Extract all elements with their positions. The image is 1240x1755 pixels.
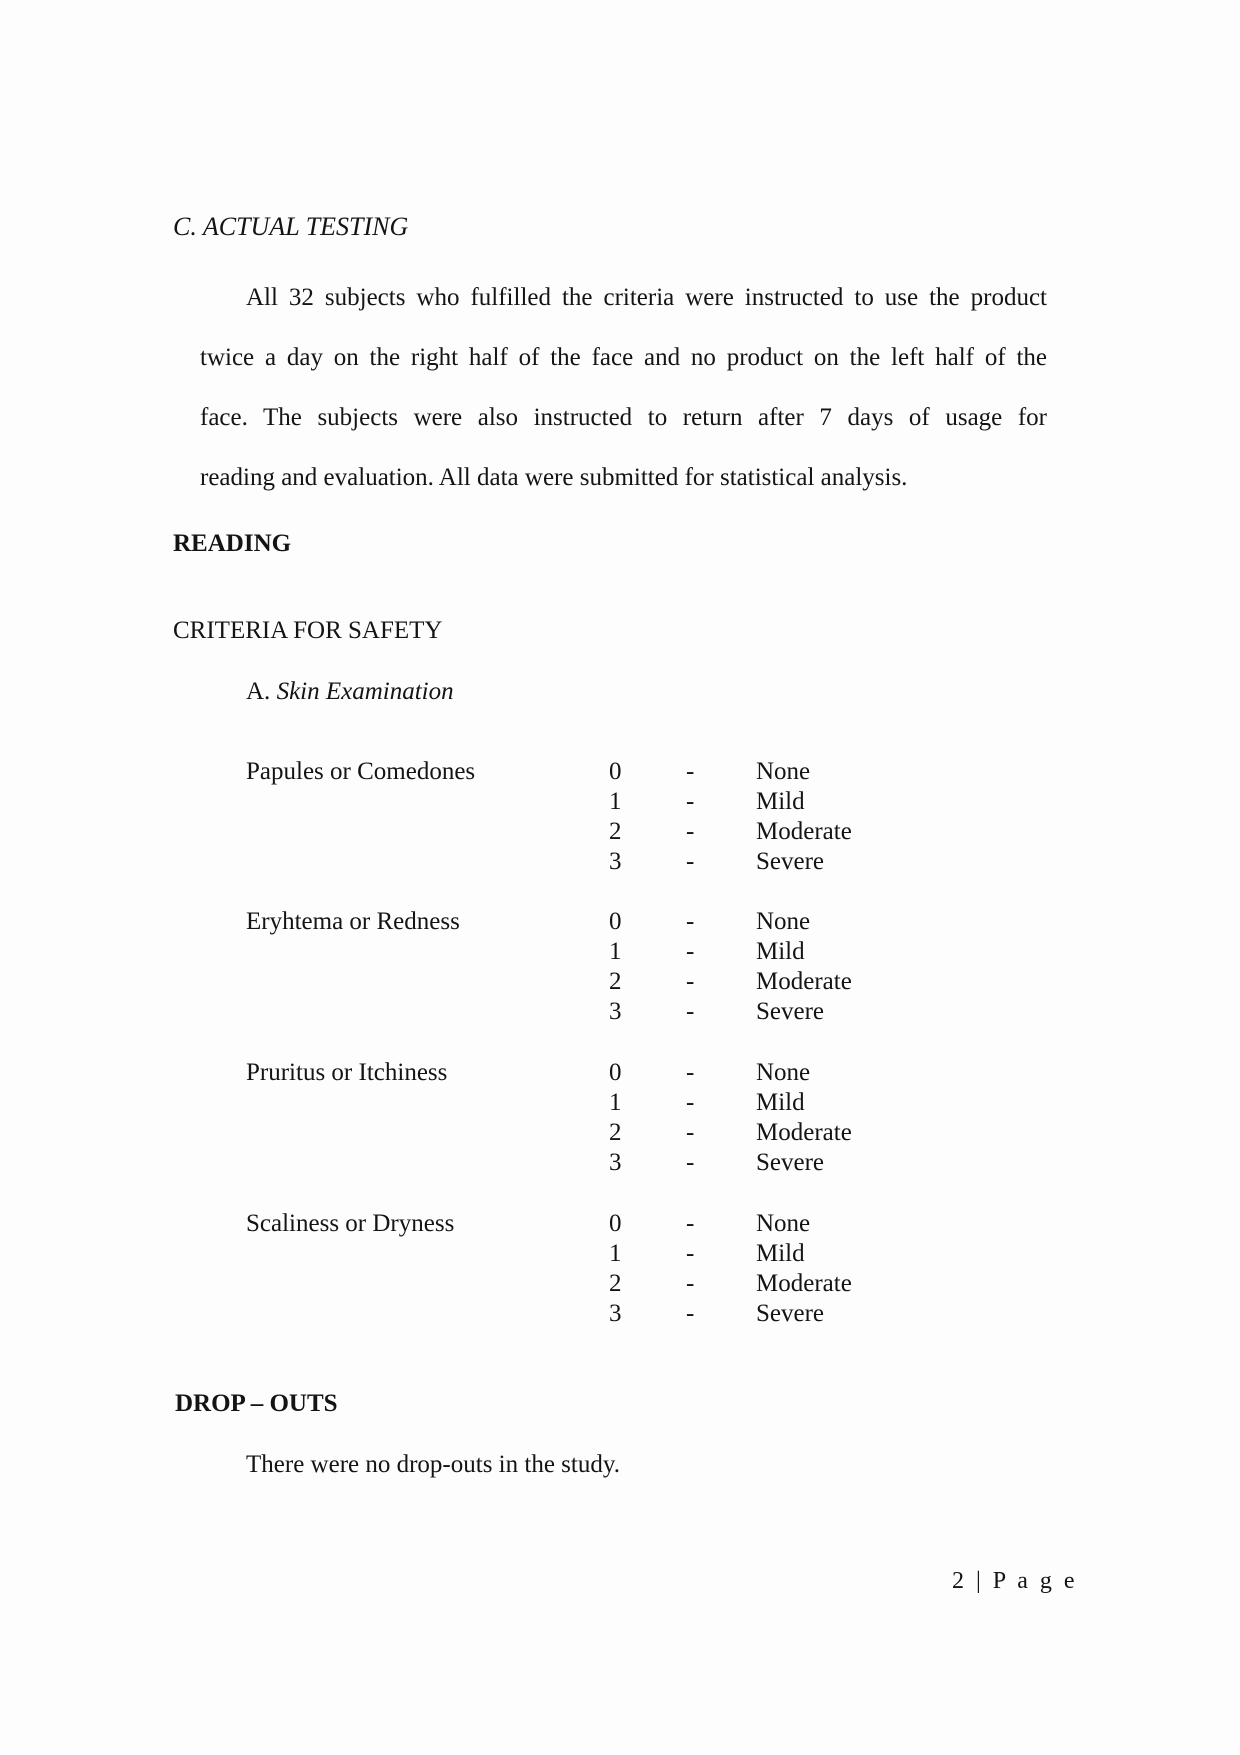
- score: 0: [609, 908, 622, 935]
- score: 2: [609, 1119, 622, 1146]
- reading-heading: READING: [173, 530, 292, 557]
- severity-label: Severe: [756, 998, 825, 1025]
- severity-label: None: [756, 908, 811, 935]
- scale-row: [246, 758, 946, 788]
- dropouts-text: There were no drop-outs in the study.: [246, 1451, 620, 1478]
- severity-label: Mild: [756, 788, 805, 815]
- severity-label: None: [756, 1210, 811, 1237]
- scale-row: [246, 968, 946, 998]
- severity-label: Moderate: [756, 818, 852, 845]
- dash: -: [686, 1210, 695, 1237]
- dash: -: [686, 788, 695, 815]
- severity-label: Moderate: [756, 1119, 852, 1146]
- score: 1: [609, 938, 622, 965]
- dropouts-heading: DROP – OUTS: [175, 1390, 338, 1417]
- severity-label: Moderate: [756, 1270, 852, 1297]
- severity-label: None: [756, 758, 811, 785]
- dash: -: [686, 818, 695, 845]
- scale-row: [246, 908, 946, 938]
- dash: -: [686, 968, 695, 995]
- score: 0: [609, 1210, 622, 1237]
- scale-row: [246, 788, 946, 818]
- score: 1: [609, 1089, 622, 1116]
- group-name: Scaliness or Dryness: [246, 1210, 455, 1237]
- skin-examination-subheading: [246, 678, 454, 706]
- paragraph-line: reading and evaluation. All data were submitted for statistical analysis.: [200, 464, 908, 491]
- dash: -: [686, 758, 695, 785]
- dash: -: [686, 1240, 695, 1267]
- criteria-heading: CRITERIA FOR SAFETY: [173, 617, 443, 644]
- paragraph-line: All 32 subjects who fulfilled the criteria were instructed to use the product: [246, 284, 1047, 311]
- severity-label: Severe: [756, 1300, 825, 1327]
- severity-label: Severe: [756, 848, 825, 875]
- score: 3: [609, 998, 622, 1025]
- subheading-prefix: A.: [246, 678, 271, 705]
- page-number: 2 | P a g e: [952, 1568, 1078, 1594]
- score: 2: [609, 1270, 622, 1297]
- dash: -: [686, 1119, 695, 1146]
- group-name: Eryhtema or Redness: [246, 908, 460, 935]
- scale-row: [246, 1059, 946, 1089]
- paragraph-line: face. The subjects were also instructed to return after 7 days of usage for: [200, 404, 1047, 431]
- severity-label: Mild: [756, 938, 805, 965]
- score: 3: [609, 1300, 622, 1327]
- scale-row: [246, 1210, 946, 1240]
- score: 0: [609, 758, 622, 785]
- severity-label: Moderate: [756, 968, 852, 995]
- dash: -: [686, 848, 695, 875]
- scale-row: [246, 1270, 946, 1300]
- dash: -: [686, 908, 695, 935]
- score: 0: [609, 1059, 622, 1086]
- group-name: Papules or Comedones: [246, 758, 476, 785]
- severity-label: Mild: [756, 1240, 805, 1267]
- paragraph-line: twice a day on the right half of the face and no product on the left half of the: [200, 344, 1047, 371]
- dash: -: [686, 1270, 695, 1297]
- dash: -: [686, 1149, 695, 1176]
- subheading-title: Skin Examination: [276, 678, 454, 705]
- scale-row: [246, 1119, 946, 1149]
- severity-label: Severe: [756, 1149, 825, 1176]
- score: 3: [609, 1149, 622, 1176]
- dash: -: [686, 938, 695, 965]
- section-c-heading: C. ACTUAL TESTING: [173, 212, 409, 241]
- dash: -: [686, 1059, 695, 1086]
- scale-row: [246, 848, 946, 878]
- scale-row: [246, 938, 946, 968]
- actual-testing-paragraph: [200, 268, 1047, 508]
- scale-row: [246, 998, 946, 1028]
- scale-row: [246, 1149, 946, 1179]
- score: 2: [609, 818, 622, 845]
- group-name: Pruritus or Itchiness: [246, 1059, 448, 1086]
- score: 3: [609, 848, 622, 875]
- dash: -: [686, 998, 695, 1025]
- severity-label: Mild: [756, 1089, 805, 1116]
- score: 1: [609, 1240, 622, 1267]
- score: 1: [609, 788, 622, 815]
- dash: -: [686, 1089, 695, 1116]
- dash: -: [686, 1300, 695, 1327]
- scale-row: [246, 1240, 946, 1270]
- scale-row: [246, 1300, 946, 1330]
- scale-row: [246, 1089, 946, 1119]
- score: 2: [609, 968, 622, 995]
- severity-label: None: [756, 1059, 811, 1086]
- scale-row: [246, 818, 946, 848]
